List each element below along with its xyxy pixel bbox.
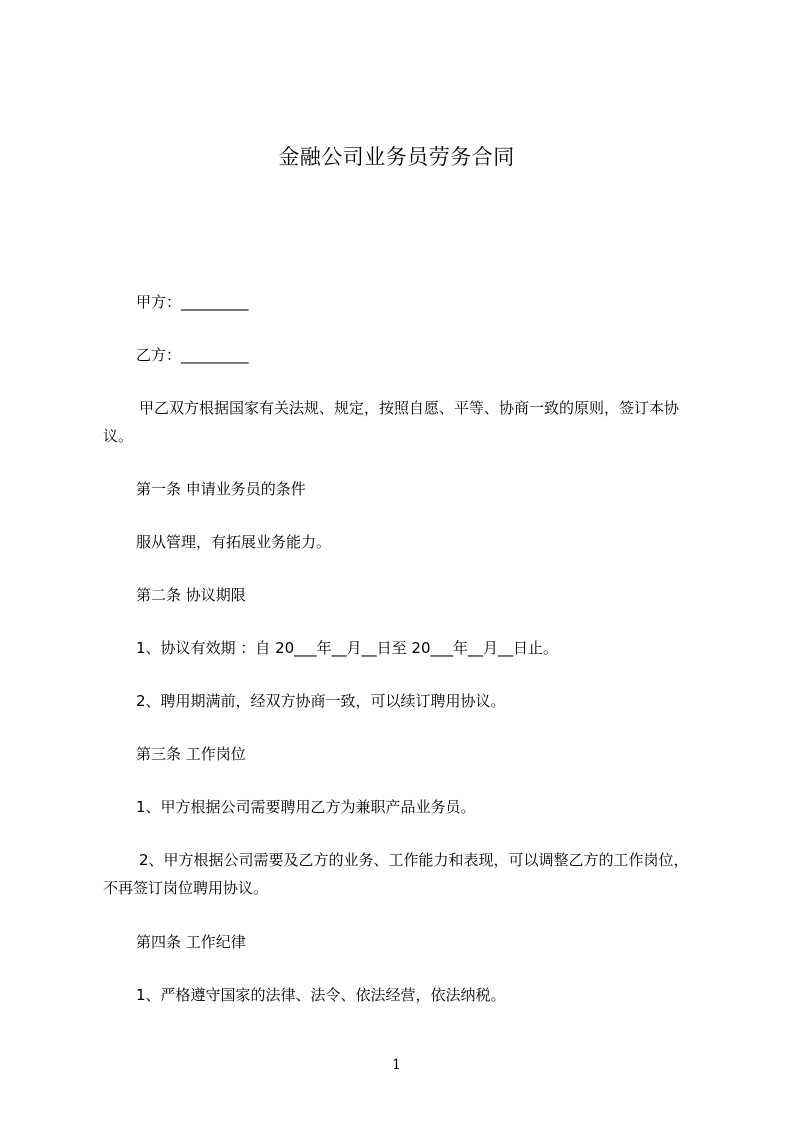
page-number: 1 [392,1057,401,1073]
article-1-heading: 第一条 申请业务员的条件 [136,480,306,498]
article-2-heading: 第二条 协议期限 [136,586,246,604]
article-2-item-1: 1、协议有效期 ：自 20___年__月__日至 20___年__月__日止。 [136,639,559,657]
article-3-item-2: 2、甲方根据公司需要及乙方的业务、工作能力和表现，可以调整乙方的工作岗位，不再签订岗位聘用协议。 [103,851,689,897]
document-title: 金融公司业务员劳务合同 [278,145,515,169]
article-3-item-1: 1、甲方根据公司需要聘用乙方为兼职产品业务员。 [136,798,476,816]
article-1-text: 服从管理，有拓展业务能力。 [136,533,332,551]
preamble-paragraph: 甲乙双方根据国家有关法规、规定，按照自愿、平等、协商一致的原则，签订本协议。 [103,399,680,445]
article-4-heading: 第四条 工作纪律 [136,933,246,951]
article-3-heading: 第三条 工作岗位 [136,745,246,763]
article-4-item-1: 1、严格遵守国家的法律、法令、依法经营，依法纳税。 [136,986,506,1004]
party-a-line: 甲方：_________ [136,293,249,311]
party-b-line: 乙方：_________ [136,346,249,364]
article-2-item-2: 2、聘用期满前，经双方协商一致，可以续订聘用协议。 [136,692,506,710]
